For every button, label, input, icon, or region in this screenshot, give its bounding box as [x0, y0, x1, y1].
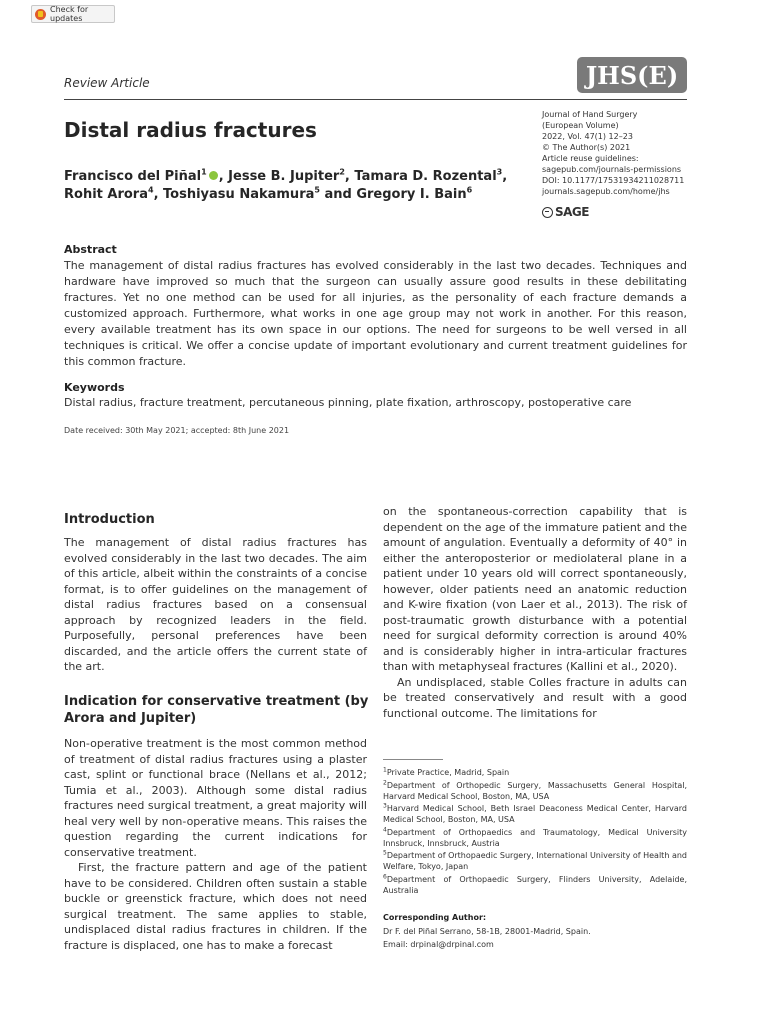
affiliation-item — [383, 850, 687, 872]
footnote-divider — [383, 759, 443, 760]
affiliation-text: Harvard Medical School, Beth Israel Deaconess Medical Center, Harvard Medical School, Boston, MA, USA — [383, 804, 687, 824]
affiliation-marker: 3 — [496, 167, 503, 177]
affiliations — [383, 767, 687, 897]
paragraph: The management of distal radius fractures has evolved considerably in the last two decades. The aim of this article, albeit within the constraints of a concise format, is to offer guidelines on the management of distal radius fractures based on a consensual approach by recognized leaders in the field. Purposefully, personal preferences have been discarded, and the article offers the current state of the art. — [64, 536, 367, 673]
abstract-heading: Abstract — [64, 243, 117, 256]
affiliation-marker: 1 — [201, 167, 207, 177]
publisher-logo — [542, 205, 589, 219]
journal-logo: JHS(E) — [577, 57, 687, 93]
affiliation-number: 3 — [383, 802, 387, 810]
paragraph: Non-operative treatment is the most common method of treatment of distal radius fractures using a plaster cast, splint or functional brace (Nellans et al., 2012; Tumia et al., 2003). Although some distal radius fractures need surgical treatment, a great majority will heal very well by non-operative means. This raises the question regarding the current indications for conservative treatment. — [64, 737, 367, 859]
affiliation-number: 5 — [383, 849, 387, 857]
affiliation-marker: 6 — [466, 185, 473, 195]
corresponding-author — [383, 925, 591, 951]
journal-citation: 2022, Vol. 47(1) 12–23 — [542, 132, 633, 141]
introduction-text — [64, 535, 367, 675]
journal-name: Journal of Hand Surgery — [542, 110, 638, 119]
affiliation-item — [383, 803, 687, 825]
affiliation-item — [383, 780, 687, 802]
reuse-label: Article reuse guidelines: — [542, 154, 639, 163]
keywords-text: Distal radius, fracture treatment, percutaneous pinning, plate fixation, arthroscopy, postoperative care — [64, 396, 632, 409]
header-divider — [64, 99, 687, 100]
corresponding-author-heading: Corresponding Author: — [383, 913, 487, 922]
abstract-text: The management of distal radius fractures has evolved considerably in the last two decades. Techniques and hardware have improved so much that the surgeon can usually assure good results in these debilitating fractures. Yet no one method can be used for all injuries, as the personality of each fracture demands a customized approach. Furthermore, what works in one age group may not work in another. For this reason, every available treatment has its own space in our options. The need for surgeons to be well versed in all techniques is critical. We offer a concise update of important evolutionary and current treatment guidelines for this common fracture. — [64, 259, 687, 368]
sage-icon — [542, 207, 553, 218]
author-name: Gregory I. Bain — [356, 187, 467, 202]
affiliation-item — [383, 827, 687, 849]
affiliation-marker: 2 — [339, 167, 345, 177]
author-name: Jesse B. Jupiter — [228, 169, 340, 184]
indication-text — [64, 736, 367, 953]
author-name: Francisco del Piñal — [64, 169, 202, 184]
introduction-heading: Introduction — [64, 512, 155, 527]
corresponding-email[interactable]: Email: drpinal@drpinal.com — [383, 940, 494, 949]
affiliation-text: Department of Orthopaedics and Traumatology, Medical University Innsbruck, Innsbruck, Austria — [383, 827, 687, 848]
affiliation-item — [383, 874, 687, 896]
right-column-text — [383, 504, 687, 721]
article-type: Review Article — [64, 76, 150, 90]
author-name: Toshiyasu Nakamura — [163, 187, 315, 202]
corresponding-address: Dr F. del Piñal Serrano, 58-1B, 28001-Madrid, Spain. — [383, 927, 591, 936]
affiliation-number: 4 — [383, 825, 387, 833]
journal-info — [542, 109, 692, 197]
journal-homepage-link[interactable]: journals.sagepub.com/home/jhs — [542, 187, 670, 196]
author-list: Francisco del Piñal$^1$ , Jesse B. Jupiter$^2$, Tamara D. Rozental$^3$, Rohit Arora$^4$, Toshiyasu Nakamura$^5$ and Gregory I. Bain$^6$ — [64, 167, 508, 202]
check-for-updates-button[interactable] — [31, 5, 115, 23]
keywords-heading: Keywords — [64, 381, 125, 394]
author-name: Rohit Arora — [64, 187, 148, 202]
affiliation-text: Private Practice, Madrid, Spain — [386, 768, 510, 777]
affiliation-item — [383, 767, 687, 778]
paragraph: on the spontaneous-correction capability that is dependent on the age of the immature patient and the amount of angulation. Eventually a deformity of 40° in either the anteroposterior or mediolateral plane in a patient under 10 years old will correct spontaneously, however, older patients need an anatomic reduction and K-wire fixation (von Laer et al., 2013). The risk of post-traumatic growth disturbance with a potential need for surgical deformity correction is around 40% and is considerably higher in intra-articular fractures than with metaphyseal fractures (Kallini et al., 2020). — [383, 505, 687, 673]
paragraph: An undisplaced, stable Colles fracture in adults can be treated conservatively and result with a good functional outcome. The limitations for — [383, 675, 687, 720]
affiliation-marker: 4 — [147, 185, 154, 195]
orcid-icon[interactable] — [209, 171, 218, 180]
publisher-name: SAGE — [555, 205, 589, 219]
journal-volume-name: (European Volume) — [542, 121, 619, 130]
doi-link[interactable]: DOI: 10.1177/17531934211028711 — [542, 176, 685, 185]
crossmark-icon — [35, 9, 46, 20]
affiliation-number: 2 — [383, 778, 387, 786]
affiliation-text: Department of Orthopaedic Surgery, International University of Health and Welfare, Tokyo, Japan — [383, 851, 687, 871]
date-received: Date received: 30th May 2021; accepted: 8th June 2021 — [64, 426, 290, 435]
permissions-link[interactable]: sagepub.com/journals-permissions — [542, 165, 682, 174]
affiliation-text: Department of Orthopedic Surgery, Massachusetts General Hospital, Harvard Medical School, Boston, MA, USA — [383, 780, 687, 801]
author-name: Tamara D. Rozental — [354, 169, 497, 184]
check-for-updates-label: Check for updates — [50, 5, 89, 23]
affiliation-number: 6 — [383, 872, 387, 880]
affiliation-marker: 5 — [314, 185, 320, 195]
affiliation-text: Department of Orthopaedic Surgery, Flinders University, Adelaide, Australia — [383, 874, 687, 895]
article-title: Distal radius fractures — [64, 118, 317, 142]
copyright: © The Author(s) 2021 — [542, 143, 631, 152]
paragraph: First, the fracture pattern and age of the patient have to be considered. Children often sustain a stable buckle or greenstick fracture, which does not need surgical treatment. The same applies to stable, undisplaced distal radius fractures in children. If the fracture is displaced, one has to make a forecast — [64, 861, 367, 952]
affiliation-number: 1 — [383, 766, 387, 774]
indication-heading: Indication for conservative treatment (by Arora and Jupiter) — [64, 694, 369, 726]
